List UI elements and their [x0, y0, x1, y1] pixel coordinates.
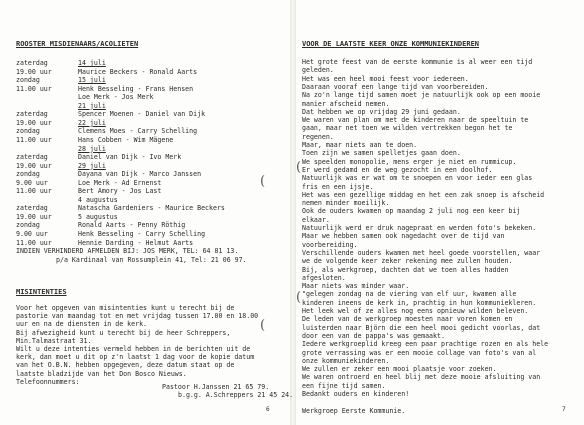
- article-line: We waren ontroerd en heel blij met deze mooie afsluiting van: [302, 373, 541, 382]
- article-line: Het grote feest van de eerste kommunie is al weer een tijd: [302, 58, 533, 66]
- article-line: Natuurlijk was er wat om te snoepen en voor ieder een glas: [302, 174, 533, 183]
- intention-line: Wilt u deze intenties vermeld hebben in de berichten uit de: [16, 345, 251, 353]
- schedule-time: zaterdag: [16, 204, 48, 213]
- article-line: Het was een heel mooi feest voor iedereen.: [302, 74, 469, 83]
- article-line: elkaar.: [302, 215, 330, 224]
- intention-line: Telefoonnummers:: [16, 377, 80, 386]
- schedule-time: zaterdag: [16, 110, 48, 119]
- schedule-time: 9.00 uur: [16, 178, 48, 187]
- article-line: fris en een ijsje.: [302, 182, 374, 191]
- article-line: een fijne tijd samen.: [302, 381, 386, 390]
- schedule-entry: Clemens Moes - Carry Schelling: [78, 127, 198, 136]
- schedule-time: 19.00 uur: [16, 67, 52, 76]
- article-line: Maar we hebben samen ook nagedacht over de tijd van: [302, 232, 505, 241]
- schedule-entry: Loe Merk - Ad Ernenst: [78, 178, 162, 187]
- notice-line-1: INDIEN VERHINDERD AFMELDEN BIJ: JOS MERK, TEL: 64 81 13.: [16, 247, 239, 255]
- punch-mark: (: [260, 318, 266, 333]
- article-line: we de volgende keer zeker rekening mee zullen houden.: [302, 257, 513, 266]
- intention-line: van het O.B.N. hebben opgegeven, deze datum staat op de: [16, 361, 235, 370]
- schedule-entry: Maurice Beckers - Ronald Aarts: [78, 67, 198, 76]
- kommunie-heading: VOOR DE LAATSTE KEER ONZE KOMMUNIEKINDEREN: [302, 40, 480, 48]
- article-line: Maar niets was minder waar.: [302, 282, 410, 291]
- schedule-time: 19.00 uur: [16, 118, 52, 127]
- punch-mark: (: [296, 290, 302, 305]
- schedule-time: 19.00 uur: [16, 161, 52, 170]
- article-line: gaan, maar net toen we wilden vertrekken begon het te: [302, 124, 513, 133]
- article-line: Ook de ouders kwamen op maandag 2 juli nog een keer bij: [302, 207, 521, 216]
- article-line: Iedere werkgroeplid kreeg een paar prachtige rozen en als hele: [302, 340, 549, 349]
- article-line: door een van de pappa's was gemaakt.: [302, 331, 445, 340]
- schedule-entry: 29 juli: [78, 161, 106, 170]
- schedule-time: 9.00 uur: [16, 230, 48, 238]
- schedule-entry: Natascha Gardeniers - Maurice Beckers: [78, 204, 225, 213]
- schedule-time: zondag: [16, 76, 40, 85]
- schedule-time: 19.00 uur: [16, 212, 52, 221]
- schedule-entry: Ronald Aarts - Penny Röthig: [78, 221, 186, 230]
- schedule-entry: Hans Cobben - Wim Mägene: [78, 135, 174, 144]
- article-line: manier afscheid nemen.: [302, 99, 390, 108]
- article-line: Na zo'n lange tijd samen moet je natuurlijk ook op een mooie: [302, 91, 541, 100]
- misintenties-heading: MISINTENTIES: [16, 288, 67, 296]
- article-line: Het leek wel of ze alles nog eens opnieuw wilden beleven.: [302, 307, 529, 315]
- schedule-time: 11.00 uur: [16, 84, 52, 93]
- schedule-entry: 15 juli: [78, 76, 106, 85]
- intention-line: kerk, dan moet u dit op z'n laatst 1 dag voor de kopie datum: [16, 353, 255, 362]
- article-line: Verschillende ouders kwamen met heel goede voorstellen, waar: [302, 248, 541, 257]
- schedule-time: 11.00 uur: [16, 238, 52, 247]
- page-number-left: 6: [266, 406, 270, 413]
- article-line: onze kommuniekinderen.: [302, 356, 390, 365]
- article-line: Er werd gedamd en de weg gezocht in een doolhof.: [302, 165, 493, 174]
- schedule-entry: 14 juli: [78, 59, 106, 67]
- schedule-entry: Dayana van Dijk - Marco Janssen: [78, 170, 202, 179]
- phone-line-2: b.g.g. A.Schreppers 21 45 24.: [178, 391, 294, 399]
- closing-signature: Werkgroep Eerste Kommunie.: [302, 407, 406, 415]
- article-line: kinderen ineens de kerk in, prachtig in hun kommuniekleren.: [302, 298, 537, 307]
- article-line: We waren van plan om met de kinderen naar de speeltuin te: [302, 116, 529, 125]
- article-line: Dat hebben we op vrijdag 29 juni gedaan.: [302, 107, 461, 116]
- article-line: regenen.: [302, 132, 334, 141]
- article-line: Het was een gezellige middag en het een zak snoep is afscheid: [302, 190, 545, 199]
- schedule-time: 11.00 uur: [16, 135, 52, 144]
- article-line: geleden.: [302, 66, 334, 75]
- schedule-entry: 22 juli: [78, 118, 106, 127]
- article-line: "gelegen zondag na de viering van elf uur, kwamen alle: [302, 290, 517, 299]
- punch-mark: (: [260, 174, 266, 189]
- schedule-time: 11.00 uur: [16, 187, 52, 196]
- schedule-time: zondag: [16, 221, 40, 230]
- page-number-right: 7: [562, 406, 566, 413]
- article-line: Maar, maar niets aan te doen.: [302, 141, 418, 149]
- article-line: grote verrassing was er een mooie collage van foto's van al: [302, 348, 537, 357]
- schedule-entry: Henk Besseling - Carry Schelling: [78, 230, 206, 238]
- schedule-entry: 5 augustus: [78, 212, 118, 221]
- intention-line: Bij afwezigheid kunt u terecht bij de heer Schreppers,: [16, 328, 231, 337]
- schedule-entry: Henk Besseling - Frans Hensen: [78, 84, 194, 93]
- article-line: We zullen er zeker een mooi plaatsje voor zoeken.: [302, 365, 497, 374]
- schedule-entry: 28 juli: [78, 144, 106, 153]
- intention-line: Voor het opgeven van misintenties kunt u terecht bij de: [16, 304, 235, 312]
- intention-line: laatste bladzijde van het Don Bosco Nieuws.: [16, 369, 187, 378]
- article-line: afgesloten.: [302, 273, 346, 282]
- intention-line: pastorie van maandag tot en met vrijdag tussen 17.00 en 18.00: [16, 312, 259, 321]
- schedule-entry: 4 augustus: [78, 195, 118, 204]
- schedule-time: zaterdag: [16, 59, 48, 67]
- schedule-entry: Bert Amory - Jos Last: [78, 187, 162, 196]
- intention-line: uur en na de diensten in de kerk.: [16, 320, 148, 329]
- article-line: Bedankt ouders en kinderen!: [302, 390, 410, 398]
- article-line: Bij, als werkgroep, dachten dat we toen alles hadden: [302, 265, 509, 274]
- article-line: De leden van de werkgroep moesten naar voren komen en: [302, 315, 513, 324]
- rooster-heading: ROOSTER MISDIENAARS/ACOLIETEN: [16, 40, 139, 48]
- phone-line-1: Pastoor H.Janssen 21 65 79.: [162, 383, 270, 391]
- intention-line: Min.Talmastraat 31.: [16, 336, 92, 345]
- article-line: luisterden naar Björn die een heel mooi gedicht voorlas, dat: [302, 323, 541, 332]
- schedule-entry: Daniel van Dijk - Ivo Merk: [78, 153, 182, 162]
- article-line: voorbereiding.: [302, 240, 358, 249]
- notice-line-2: p/a Kardinaal van Rossumplein 41, Tel: 21 06 97.: [56, 256, 247, 264]
- schedule-time: zondag: [16, 127, 40, 136]
- schedule-time: zondag: [16, 170, 40, 179]
- article-line: nemen minder moeilijk.: [302, 199, 390, 208]
- page-fold: [290, 0, 296, 425]
- schedule-entry: Spencer Moenen - Daniel van Dijk: [78, 110, 206, 119]
- schedule-entry: 21 juli: [78, 101, 106, 110]
- article-line: Daaraan vooraf een lange tijd van voorbereiden.: [302, 82, 489, 91]
- article-line: Toen zijn we samen spelletjes gaan doen.: [302, 149, 461, 158]
- article-line: We speelden monopolie, mens erger je niet en rummicup.: [302, 157, 517, 166]
- article-line: Natuurlijk werd er druk nagepraat en werden foto's bekeken.: [302, 224, 537, 232]
- schedule-time: zaterdag: [16, 153, 48, 162]
- schedule-entry: Loe Merk - Jos Merk: [78, 93, 154, 102]
- punch-mark: (: [296, 160, 302, 175]
- schedule-entry: Hennie Darding - Helmut Aarts: [78, 238, 194, 247]
